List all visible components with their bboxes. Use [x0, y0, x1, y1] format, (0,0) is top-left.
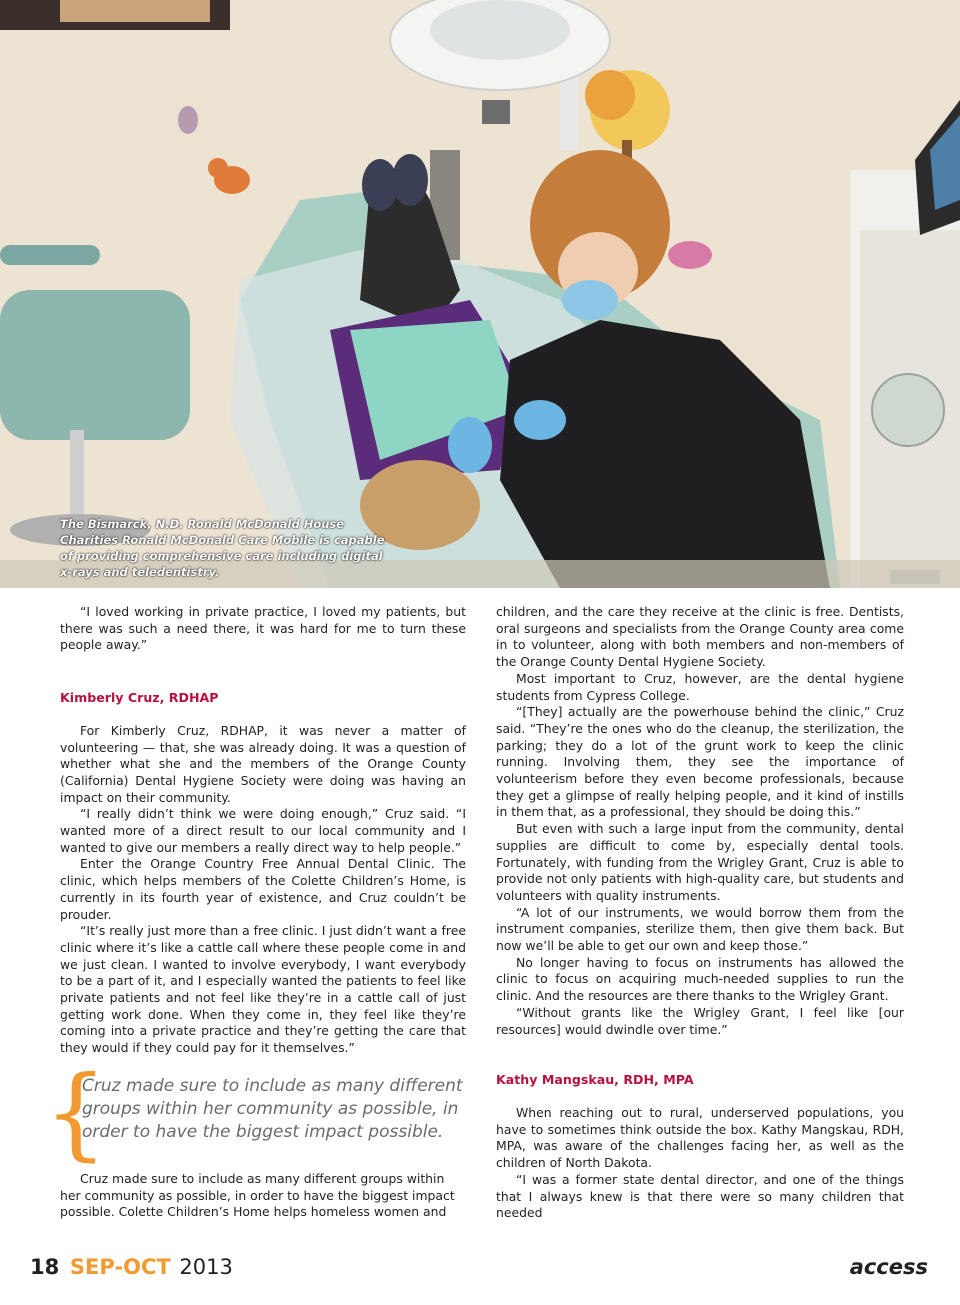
pull-quote [44, 1053, 466, 1171]
pull-quote-text: Cruz made sure to include as many different groups within her community as possible, in order to have the biggest impact possible. [82, 1075, 463, 1142]
dental-clinic-illustration [0, 0, 960, 588]
paragraph: When reaching out to rural, underserved populations, you have to sometimes think outside the box. Kathy Mangskau, RDH, MPA, was aware of the challenges facing her, as well as the children of North Dakota. [496, 1104, 904, 1171]
page-footer-folio [30, 1254, 233, 1280]
paragraph: “I was a former state dental director, and one of the things that I always knew is that there were so many children that needed [496, 1171, 904, 1221]
subhead-kimberly-cruz: Kimberly Cruz, RDHAP [60, 690, 219, 706]
paragraph: But even with such a large input from the community, dental supplies are difficult to come by, especially dental tools. Fortunately, with funding from the Wrigley Grant, Cruz is able to provide not only patients with high-quality care, but students and volunteers with quality instruments. [496, 821, 904, 903]
paragraph: Most important to Cruz, however, are the dental hygiene students from Cypress College. [496, 670, 904, 703]
photo-caption: The Bismarck, N.D. Ronald McDonald House Charities Ronald McDonald Care Mobile is capable of providing comprehensive care including digital x-rays and teledentistry. [60, 517, 385, 579]
paragraph: Enter the Orange Country Free Annual Dental Clinic. The clinic, which helps members of the Colette Children’s Home, is currently in its fourth year of existence, and Cruz couldn’t be prouder. [60, 856, 466, 922]
page-number: 18 [30, 1255, 60, 1279]
right-column [496, 604, 904, 1222]
left-brace-icon: { [44, 1053, 108, 1171]
paragraph: “A lot of our instruments, we would borrow them from the instrument companies, sterilize them, then give them back. But now we’ll be able to get our own and keep those.” [496, 904, 904, 954]
paragraph: “It’s really just more than a free clinic. I just didn’t want a free clinic where it’s like a cattle call where these people come in and we just clean. I wanted to involve everybody, I want everybody to be a part of it, and I especially wanted the patients to feel like private patients and not feel like they’re in a cattle call of just getting work done. When they come in, they feel like they’re coming into a private practice and they’re getting the care that they would if they could pay for it themselves.” [60, 923, 466, 1056]
paragraph: “Without grants like the Wrigley Grant, I feel like [our resources] would dwindle over time.” [496, 1004, 904, 1037]
article-photo [0, 0, 960, 588]
paragraph: Cruz made sure to include as many different groups within her community as possible, in order to have the biggest impact possible. Colette Children’s Home helps homeless women and [60, 1170, 455, 1220]
issue-year: 2013 [179, 1255, 233, 1279]
paragraph: “I loved working in private practice, I loved my patients, but there was such a need there, it was hard for me to turn these people away.” [60, 604, 466, 653]
paragraph: children, and the care they receive at the clinic is free. Dentists, oral surgeons and specialists from the Orange County area come in to volunteer, along with both members and non-members of the Orange County Dental Hygiene Society. [496, 604, 904, 670]
paragraph: “I really didn’t think we were doing enough,” Cruz said. “I wanted more of a direct result to our local community and I wanted to give our members a really direct way to help people.” [60, 806, 466, 855]
paragraph: “[They] actually are the powerhouse behind the clinic,” Cruz said. “They’re the ones who do the cleanup, the sterilization, the parking; they do a lot of the grunt work to keep the clinic running. Involving them, they see the importance of volunteerism before they even become professionals, because they get a glimpse of really helping people, and it kind of instills in them that, as a professional, they should be doing this.” [496, 704, 904, 820]
paragraph: No longer having to focus on instruments has allowed the clinic to focus on acquiring much-needed supplies to run the clinic. And the resources are there thanks to the Wrigley Grant. [496, 954, 904, 1004]
paragraph: For Kimberly Cruz, RDHAP, it was never a matter of volunteering — that, she was already doing. It was a question of whether what she and the members of the Orange County (California) Dental Hygiene Society were doing was having an impact on their community. [60, 722, 466, 805]
magazine-name: access [849, 1255, 928, 1279]
issue-month: SEP-OCT [69, 1255, 171, 1279]
left-column [44, 604, 466, 1221]
subhead-kathy-mangskau: Kathy Mangskau, RDH, MPA [496, 1072, 694, 1088]
